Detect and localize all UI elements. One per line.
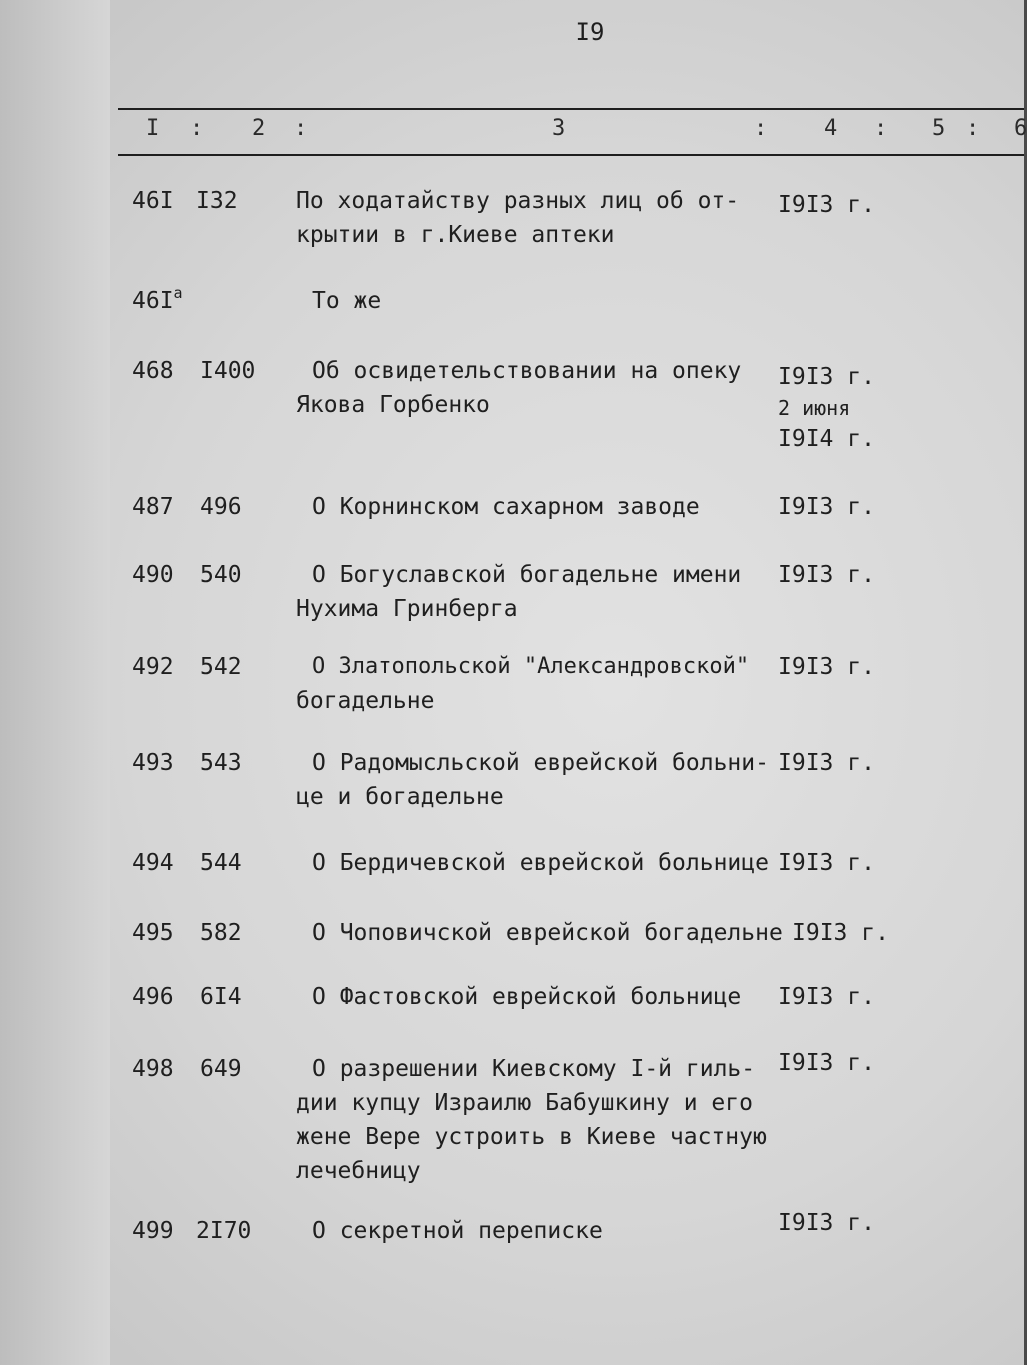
entry-title: О секретной переписке	[312, 1218, 603, 1244]
entry-number: 498	[132, 1056, 174, 1082]
entry-date: I9I3 г.	[778, 494, 875, 520]
page-left-margin	[0, 0, 110, 1365]
case-number: 2I70	[196, 1218, 252, 1244]
entry-title: О разрешении Киевскому I-й гиль- дии купцу Израилю Бабушкину и его жене Вере устроить в Киеве частную лечебницу	[296, 1056, 767, 1184]
entry-number: 499	[132, 1218, 174, 1244]
entry-date: I9I3 г.	[778, 750, 875, 776]
entry-number: 493	[132, 750, 174, 776]
entry-date: I9I3 г.	[778, 654, 875, 680]
case-number: 542	[200, 654, 242, 680]
entry-number: 492	[132, 654, 174, 680]
entry-title: О Чоповичской еврейской богадельне	[312, 920, 783, 946]
entry-number: 494	[132, 850, 174, 876]
entry-title: О Корнинском сахарном заводе	[312, 494, 700, 520]
case-number: I400	[200, 358, 256, 384]
case-number: 543	[200, 750, 242, 776]
column-header-1: I	[146, 116, 160, 141]
case-number: 6I4	[200, 984, 242, 1010]
entry-number: 496	[132, 984, 174, 1010]
column-header-row	[118, 116, 1027, 150]
entry-number: $46I^a$	[132, 284, 183, 314]
entry-number: 495	[132, 920, 174, 946]
entry-date: I9I3 г.	[778, 562, 875, 588]
entry-number: 46I	[132, 188, 174, 214]
page-number: I9	[575, 18, 605, 46]
entry-title: То же	[312, 288, 382, 314]
column-separator: :	[754, 116, 768, 141]
column-separator: :	[874, 116, 888, 141]
case-number: 649	[200, 1056, 242, 1082]
entry-date: I9I3 г.	[792, 920, 889, 946]
case-number: I32	[196, 188, 238, 214]
column-header-5: 5	[932, 116, 946, 141]
case-number: 540	[200, 562, 242, 588]
entry-date: I9I3 г.	[778, 1050, 875, 1076]
case-number: 544	[200, 850, 242, 876]
entry-title: О Фастовской еврейской больнице	[312, 984, 742, 1010]
column-separator: :	[190, 116, 204, 141]
entry-title: О Златопольской "Александровской" богадельне	[296, 654, 750, 714]
entry-date: I9I3 г.	[778, 1210, 875, 1236]
column-separator: :	[294, 116, 308, 141]
column-header-4: 4	[824, 116, 838, 141]
entry-title: О Богуславской богадельне имени Нухима Гринберга	[296, 562, 742, 622]
entry-title: О Радомысльской еврейской больни- це и богадельне	[296, 750, 769, 810]
column-header-2: 2	[252, 116, 266, 141]
entry-title: О Бердичевской еврейской больнице	[312, 850, 769, 876]
entry-date: I9I3 г. 2 июня I9I4 г.	[778, 364, 875, 452]
column-separator: :	[966, 116, 980, 141]
entry-title: По ходатайству разных лиц об от- крытии в г.Киеве аптеки	[296, 188, 740, 248]
column-header-3: 3	[552, 116, 566, 141]
entry-title: Об освидетельствовании на опеку Якова Горбенко	[296, 358, 742, 418]
entry-date: I9I3 г.	[778, 984, 875, 1010]
entry-date: I9I3 г.	[778, 850, 875, 876]
case-number: 582	[200, 920, 242, 946]
entry-number: 490	[132, 562, 174, 588]
entry-number: 468	[132, 358, 174, 384]
header-rule-top	[118, 108, 1024, 110]
column-header-6: 6	[1014, 116, 1027, 141]
entry-number: 487	[132, 494, 174, 520]
case-number: 496	[200, 494, 242, 520]
header-rule-bottom	[118, 154, 1024, 156]
entry-date: I9I3 г.	[778, 192, 875, 218]
